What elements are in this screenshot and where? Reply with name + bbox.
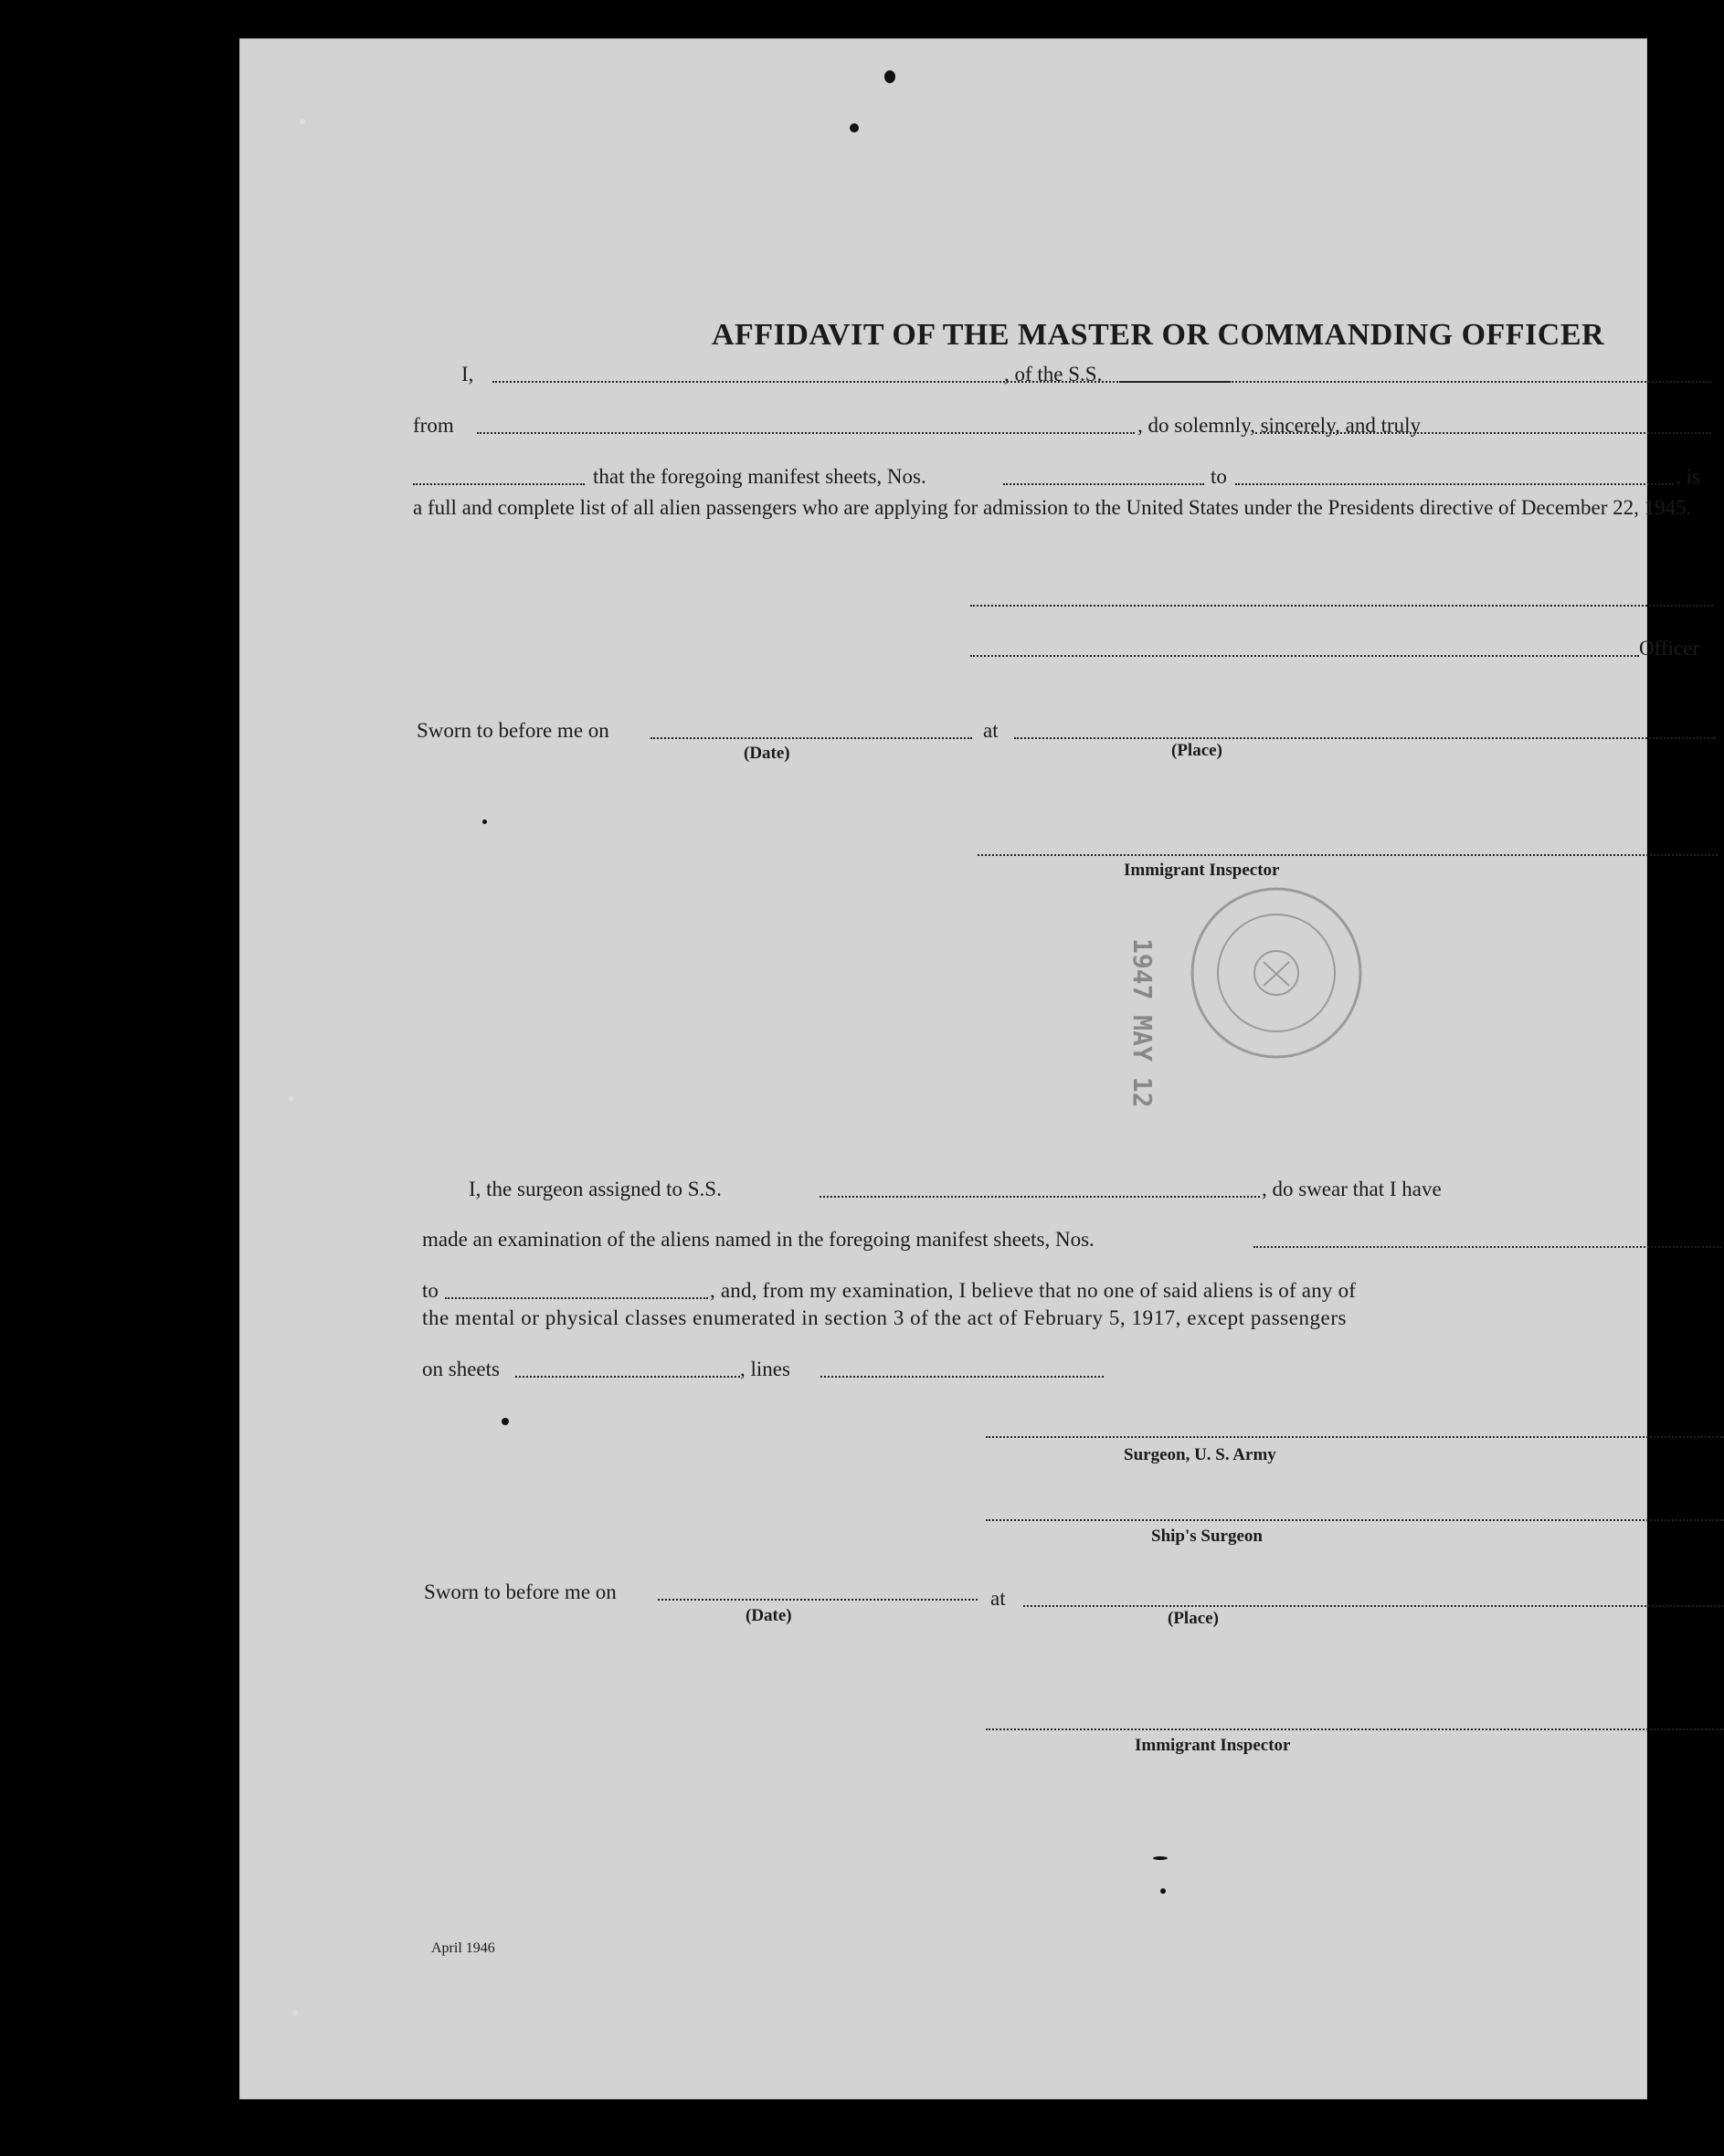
master-inspector-label: Immigrant Inspector (1124, 861, 1280, 880)
master-line2-oath: , do solemnly, sincerely, and truly (1137, 414, 1422, 437)
scan-speck (1153, 1856, 1168, 1860)
surgeon-sworn-date-field[interactable] (658, 1599, 978, 1601)
master-sheets-from-field[interactable] (1003, 483, 1204, 485)
surgeon-date-label: (Date) (746, 1606, 792, 1625)
master-date-label: (Date) (744, 744, 790, 763)
document-page (239, 38, 1700, 2099)
ship-surgeon-signature-line[interactable] (986, 1519, 1724, 1521)
surgeon-inspector-label: Immigrant Inspector (1135, 1736, 1291, 1755)
surgeon-line4: the mental or physical classes enumerated in section 3 of the act of February 5, 1917, except passengers (422, 1306, 1348, 1329)
surgeon-inspector-signature-line[interactable] (986, 1728, 1724, 1730)
master-oath-cont-field[interactable] (413, 483, 585, 485)
surgeon-sworn-label: Sworn to before me on (424, 1580, 617, 1603)
master-sworn-date-field[interactable] (650, 737, 972, 739)
officer-signature-line1[interactable] (970, 605, 1713, 607)
army-surgeon-signature-line[interactable] (986, 1436, 1724, 1438)
master-sworn-at: at (983, 719, 999, 742)
surgeon-line1-lead: I, the surgeon assigned to S.S. (469, 1178, 722, 1200)
document-title: AFFIDAVIT OF THE MASTER OR COMMANDING OFFICER (712, 318, 1605, 352)
master-place-label: (Place) (1171, 741, 1222, 760)
master-line2-from: from (413, 414, 454, 437)
scan-speck (502, 1418, 509, 1425)
master-line3-is: , is (1676, 465, 1700, 488)
surgeon-exception-sheets-field[interactable] (515, 1376, 740, 1378)
scan-speck (292, 2010, 298, 2015)
ship-surgeon-label: Ship's Surgeon (1151, 1527, 1263, 1546)
surgeon-line2: made an examination of the aliens named in the foregoing manifest sheets, Nos. (422, 1228, 1095, 1251)
scan-speck (289, 1096, 294, 1102)
master-port-field[interactable] (477, 432, 1135, 434)
surgeon-exception-lines-field[interactable] (820, 1376, 1104, 1378)
surgeon-sheets-to-field[interactable] (445, 1297, 708, 1299)
scan-speck (850, 123, 859, 132)
surgeon-sheets-from-field[interactable] (1253, 1246, 1721, 1248)
officer-label: Officer (1639, 637, 1699, 660)
surgeon-line5-lines: , lines (740, 1358, 790, 1380)
master-inspector-signature-line[interactable] (978, 854, 1718, 856)
scan-speck (482, 819, 487, 824)
form-date-footer: April 1946 (431, 1940, 495, 1956)
master-sworn-place-field[interactable] (1014, 737, 1716, 739)
scan-speck (300, 119, 305, 124)
officer-signature-line2[interactable] (970, 655, 1639, 657)
stamp-date: 1947 MAY 12 (1127, 938, 1158, 1108)
surgeon-line1-swear: , do swear that I have (1262, 1178, 1442, 1200)
surgeon-line3-to: to (422, 1279, 439, 1302)
surgeon-ship-field[interactable] (820, 1196, 1260, 1198)
surgeon-line5-sheets: on sheets (422, 1358, 500, 1380)
master-line1-ship: , of the S.S. (1004, 363, 1103, 386)
surgeon-line3-text: , and, from my examination, I believe that no one of said aliens is of any of (710, 1279, 1357, 1302)
official-stamp (1148, 874, 1368, 1075)
scan-speck (1160, 1888, 1166, 1894)
master-ship-field[interactable] (1119, 381, 1711, 383)
army-surgeon-label: Surgeon, U. S. Army (1124, 1445, 1276, 1464)
master-line3-to: to (1211, 465, 1227, 488)
master-statement: a full and complete list of all alien passengers who are applying for admission to the United States under the Presidents directive of December 22, 1945. (413, 496, 1692, 519)
master-oath-field[interactable] (1255, 432, 1711, 434)
master-line1-lead: I, (461, 363, 474, 386)
master-sheets-to-field[interactable] (1235, 483, 1674, 485)
surgeon-place-label: (Place) (1168, 1609, 1219, 1628)
master-line3-sheets: that the foregoing manifest sheets, Nos. (593, 465, 926, 488)
surgeon-sworn-place-field[interactable] (1023, 1605, 1723, 1607)
scan-speck (884, 70, 895, 83)
master-sworn-label: Sworn to before me on (417, 719, 609, 742)
surgeon-sworn-at: at (990, 1587, 1006, 1610)
